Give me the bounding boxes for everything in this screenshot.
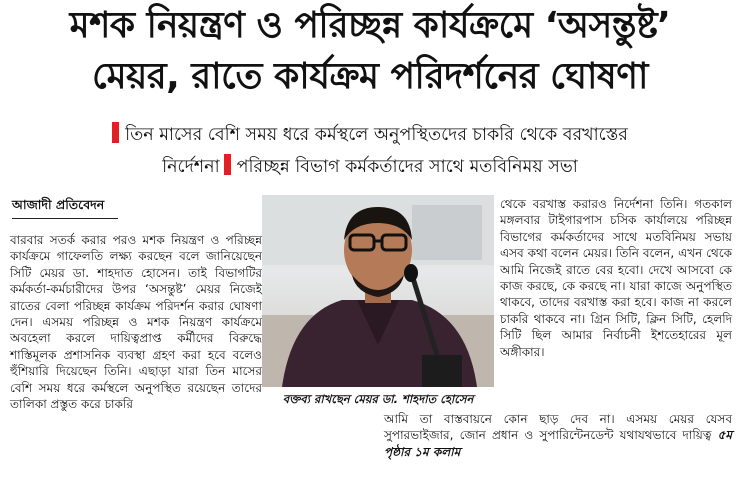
article-paragraph: আমি তা বাস্তবায়নে কোন ছাড় দেব না। এসময় মেয়র যেসব সুপারভাইজার, জোন প্রধান ও সুপারিন্টেনডেন্ট যথাযথভাবে দায়িত্ব: [384, 412, 732, 443]
subheadline-text-2b: পরিচ্ছন্ন বিভাগ কর্মকর্তাদের সাথে মতবিনিময় সভা: [236, 157, 578, 177]
article-right-column: [500, 196, 732, 360]
subheadline-text-2a: নির্দেশনা: [162, 157, 220, 177]
subheadline-line-1: [0, 122, 740, 148]
headline-line-1: মশক নিয়ন্ত্রণ ও পরিচ্ছন্ন কার্যক্রমে ‘অসন্তুষ্ট’: [69, 5, 671, 46]
article-left-column: [10, 232, 262, 412]
subheadline-text-1: তিন মাসের বেশি সময় ধরে কর্মস্থলে অনুপস্থিতদের চাকরি থেকে বরখাস্তের: [125, 125, 628, 145]
article-spanning-text: [384, 411, 732, 460]
red-bullet-marker: [224, 154, 231, 175]
headline-line-2: মেয়র, রাতে কার্যক্রম পরিদর্শনের ঘোষণা: [92, 56, 648, 97]
photo-illustration: [262, 195, 494, 387]
article-paragraph: বারবার সতর্ক করার পরও মশক নিয়ন্ত্রণ ও পরিচ্ছন্ন কার্যক্রমে গাফেলতি লক্ষ্য করছেন বলে জানিয়েছেন সিটি মেয়র ডা. শাহদাত হোসেন। তাই বিভাগটির কর্মকর্তা-কর্মচারীদের উপর ‘অসন্তুষ্ট’ মেয়র নিজেই রাতের বেলা পরিচ্ছন্ন কার্যক্রম পরিদর্শন করার ঘোষণা দেন। এসময় পরিচ্ছন্ন ও মশক নিয়ন্ত্রণ কার্যক্রমে অবহেলা করলে দায়িত্বপ্রাপ্ত কর্মীদের বিরুদ্ধে শাস্তিমূলক প্রশাসনিক ব্যবস্থা গ্রহণ করা হবে বলেও হুঁশিয়ারি দিয়েছেন তিনি। এছাড়া যারা তিন মাসের বেশি সময় ধরে কর্মস্থলে অনুপস্থিত রয়েছেন তাদের তালিকা প্রস্তুত করে চাকরি: [10, 233, 262, 412]
mayor-photo: [262, 195, 494, 387]
continuation-reference: ৫ম পৃষ্ঠার ১ম কলাম: [384, 428, 732, 459]
byline: আজাদী প্রতিবেদন: [12, 197, 118, 219]
article-paragraph: থেকে বরখাস্ত করারও নির্দেশনা তিনি। গতকাল মঙ্গলবার টাইগারপাস চসিক কার্যালয়ে পরিচ্ছন্ন বিভাগের কর্মকর্তাদের সাথে মতবিনিময় সভায় এসব কথা বলেন মেয়র। তিনি বলেন, এখন থেকে আমি নিজেই রাতে বের হবো। দেখে আসবো কে কাজ করছে, কে করছে না। যারা কাজে অনুপস্থিত থাকবে, তাদের বরখাস্ত করা হবে। কাজ না করলে চাকরি থাকবে না। গ্রিন সিটি, ক্লিন সিটি, হেলদি সিটি ছিল আমার নির্বাচনী ইশতেহারের মূল অঙ্গীকার।: [500, 197, 732, 359]
red-bullet-marker: [112, 122, 119, 143]
subheadline-line-2: [0, 154, 740, 180]
photo-caption: বক্তব্য রাখছেন মেয়র ডা. শাহদাত হোসেন: [282, 392, 474, 406]
